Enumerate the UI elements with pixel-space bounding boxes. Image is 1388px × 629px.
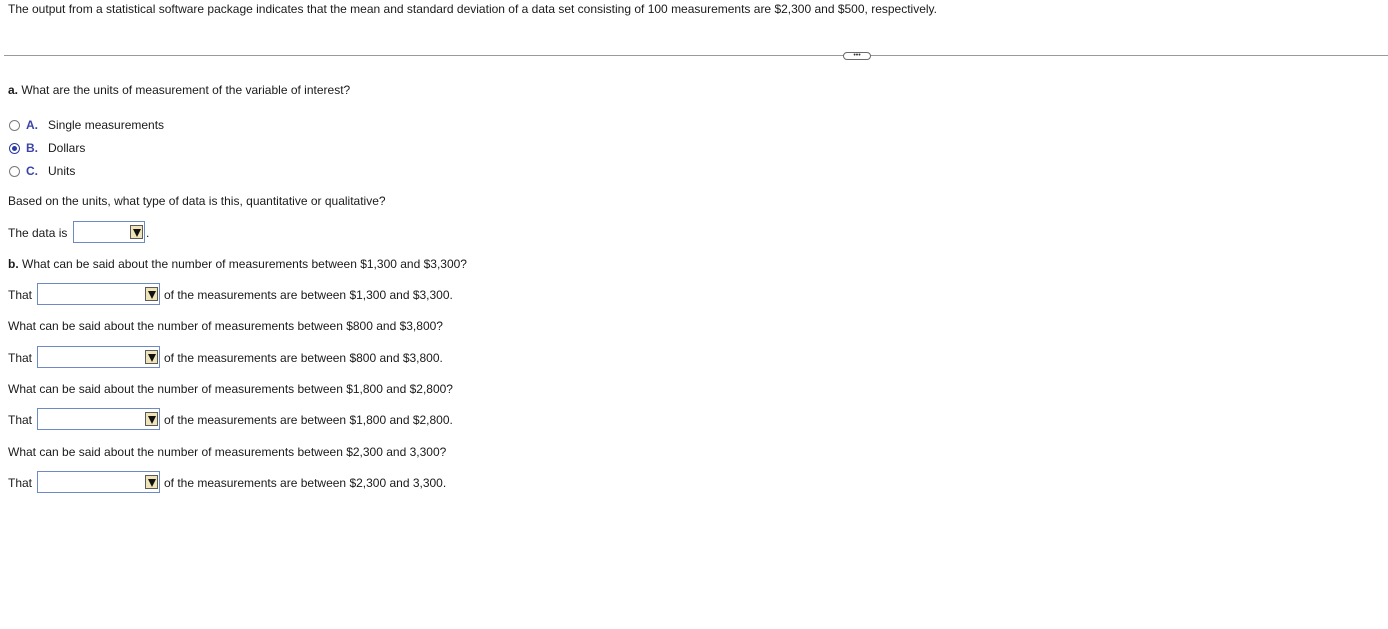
radio-icon[interactable] xyxy=(9,166,20,177)
part-b-label: b. xyxy=(8,257,19,271)
part-b-question xyxy=(8,257,467,271)
part-a-question-text: What are the units of measurement of the variable of interest? xyxy=(21,83,351,97)
part-b-question-text: What can be said about the number of measurements between $1,300 and $3,300? xyxy=(22,257,467,271)
answer-dropdown-4[interactable] xyxy=(37,471,160,493)
option-text: Units xyxy=(48,164,76,178)
section-divider xyxy=(4,55,1388,56)
data-is-label: The data is xyxy=(8,226,68,240)
dropdown-arrow-icon[interactable] xyxy=(145,350,158,364)
part-a-label: a. xyxy=(8,83,19,97)
option-b[interactable] xyxy=(9,140,85,156)
followup-question-3: What can be said about the number of measurements between $2,300 and 3,300? xyxy=(8,445,447,459)
dropdown-arrow-icon[interactable] xyxy=(145,287,158,301)
part-a-question xyxy=(8,83,350,97)
radio-icon[interactable] xyxy=(9,120,20,131)
answer-suffix-3: of the measurements are between $1,800 and $2,800. xyxy=(164,413,453,427)
answer-dropdown-1[interactable] xyxy=(37,283,160,305)
option-text: Dollars xyxy=(48,141,86,155)
problem-statement: The output from a statistical software package indicates that the mean and standard deviation of a data set consisting of 100 measurements are $2,300 and $500, respectively. xyxy=(8,2,937,16)
dropdown-arrow-icon[interactable] xyxy=(130,225,143,239)
answer-suffix-1: of the measurements are between $1,300 and $3,300. xyxy=(164,288,453,302)
that-label: That xyxy=(8,288,33,302)
dropdown-arrow-icon[interactable] xyxy=(145,412,158,426)
answer-dropdown-3[interactable] xyxy=(37,408,160,430)
option-a[interactable] xyxy=(9,117,164,133)
option-letter: B. xyxy=(26,141,38,155)
answer-dropdown-2[interactable] xyxy=(37,346,160,368)
data-type-dropdown[interactable] xyxy=(73,221,145,243)
followup-question-1: What can be said about the number of measurements between $800 and $3,800? xyxy=(8,319,443,333)
followup-question-2: What can be said about the number of measurements between $1,800 and $2,800? xyxy=(8,382,453,396)
answer-suffix-2: of the measurements are between $800 and $3,800. xyxy=(164,351,443,365)
answer-suffix-4: of the measurements are between $2,300 and 3,300. xyxy=(164,476,447,490)
that-label: That xyxy=(8,413,33,427)
option-c[interactable] xyxy=(9,163,75,179)
that-label: That xyxy=(8,476,33,490)
option-letter: C. xyxy=(26,164,38,178)
option-text: Single measurements xyxy=(48,118,165,132)
expand-more-button[interactable] xyxy=(843,52,871,60)
dropdown-arrow-icon[interactable] xyxy=(145,475,158,489)
data-type-question: Based on the units, what type of data is this, quantitative or qualitative? xyxy=(8,194,386,208)
that-label: That xyxy=(8,351,33,365)
ellipsis-icon: ••• xyxy=(853,52,861,59)
radio-selected-icon[interactable] xyxy=(9,143,20,154)
data-is-period: . xyxy=(146,226,150,240)
option-letter: A. xyxy=(26,118,38,132)
